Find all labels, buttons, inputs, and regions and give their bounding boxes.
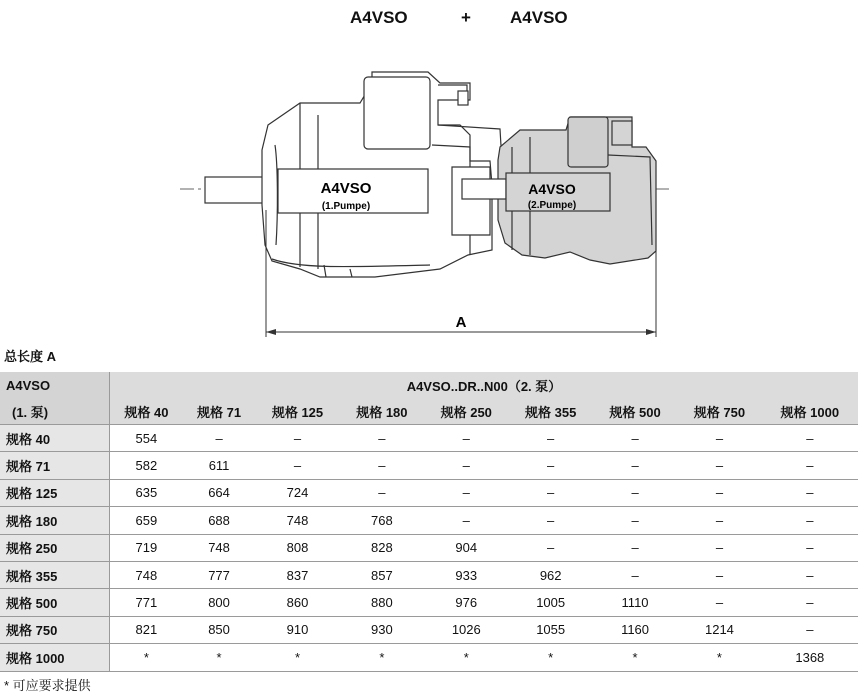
table-cell: 748 — [110, 561, 183, 588]
row-header: 规格 40 — [0, 425, 110, 452]
footnote: * 可应要求提供 — [4, 678, 91, 693]
table-cell: – — [762, 589, 858, 616]
pump-1-label: A4VSO — [320, 180, 372, 197]
table-cell: 808 — [255, 534, 339, 561]
dimension-label: A — [455, 314, 467, 331]
table-caption: 总长度 A — [4, 349, 57, 364]
table-cell: * — [183, 644, 255, 671]
table-cell: 850 — [183, 616, 255, 643]
table-cell: – — [677, 534, 761, 561]
table-cell: * — [593, 644, 677, 671]
table-cell: 828 — [340, 534, 424, 561]
table-cell: 719 — [110, 534, 183, 561]
heading-left: A4VSO — [350, 8, 408, 27]
table-cell: – — [424, 479, 508, 506]
table-row — [0, 616, 858, 643]
table-cell: 837 — [255, 561, 339, 588]
table-cell: 771 — [110, 589, 183, 616]
table-header-row-1 — [0, 372, 858, 398]
pump-2-label: A4VSO — [528, 181, 576, 197]
column-header: 规格 180 — [340, 398, 424, 425]
table-cell: * — [340, 644, 424, 671]
table-cell: – — [255, 425, 339, 452]
coupling — [462, 179, 506, 199]
column-header: 规格 355 — [508, 398, 592, 425]
table-cell: 962 — [508, 561, 592, 588]
row-header: 规格 71 — [0, 452, 110, 479]
drive-shaft — [205, 177, 267, 203]
table-cell: – — [762, 452, 858, 479]
column-header: 规格 250 — [424, 398, 508, 425]
table-cell: – — [762, 507, 858, 534]
table-cell: – — [340, 425, 424, 452]
table-cell: 664 — [183, 479, 255, 506]
heading-plus: + — [461, 8, 471, 27]
table-cell: 635 — [110, 479, 183, 506]
pump-2-sublabel: (2.Pumpe) — [527, 200, 577, 211]
table-cell: 659 — [110, 507, 183, 534]
corner-header-line1: A4VSO — [0, 372, 110, 398]
table-body — [0, 425, 858, 672]
table-cell: 611 — [183, 452, 255, 479]
table-cell: 748 — [255, 507, 339, 534]
table-cell: – — [593, 507, 677, 534]
column-header: 规格 71 — [183, 398, 255, 425]
column-header: 规格 40 — [110, 398, 183, 425]
tandem-pump-drawing — [0, 55, 858, 340]
corner-header-line2: (1. 泵) — [0, 398, 110, 425]
table-cell: – — [340, 452, 424, 479]
length-table — [0, 372, 858, 672]
row-header: 规格 500 — [0, 589, 110, 616]
table-cell: 800 — [183, 589, 255, 616]
table-cell: 821 — [110, 616, 183, 643]
table-cell: – — [593, 452, 677, 479]
table-cell: – — [762, 561, 858, 588]
table-cell: – — [424, 452, 508, 479]
row-header: 规格 1000 — [0, 644, 110, 671]
table-cell: – — [677, 561, 761, 588]
table-cell: – — [508, 534, 592, 561]
table-cell: 930 — [340, 616, 424, 643]
group-header: A4VSO..DR..N00（2. 泵） — [110, 372, 858, 398]
table-cell: 777 — [183, 561, 255, 588]
table-cell: 976 — [424, 589, 508, 616]
table-cell: 748 — [183, 534, 255, 561]
table-cell: – — [762, 479, 858, 506]
dimension-arrow-left — [266, 329, 276, 335]
dimension-arrow-right — [646, 329, 656, 335]
table-header-row-2 — [0, 398, 858, 425]
column-header: 规格 1000 — [762, 398, 858, 425]
table-cell: 1110 — [593, 589, 677, 616]
table-cell: – — [677, 452, 761, 479]
table-cell: – — [762, 425, 858, 452]
table-cell: 1005 — [508, 589, 592, 616]
table-cell: – — [677, 589, 761, 616]
table-cell: – — [593, 561, 677, 588]
row-header: 规格 250 — [0, 534, 110, 561]
table-cell: – — [762, 534, 858, 561]
column-header: 规格 500 — [593, 398, 677, 425]
table-cell: – — [677, 479, 761, 506]
table-row — [0, 589, 858, 616]
table-cell: * — [424, 644, 508, 671]
table-cell: – — [593, 479, 677, 506]
table-cell: 724 — [255, 479, 339, 506]
table-cell: 857 — [340, 561, 424, 588]
table-cell: – — [762, 616, 858, 643]
table-cell: – — [508, 479, 592, 506]
table-cell: – — [424, 507, 508, 534]
table-cell: – — [508, 452, 592, 479]
table-cell: – — [508, 507, 592, 534]
table-row — [0, 507, 858, 534]
row-header: 规格 355 — [0, 561, 110, 588]
table-cell: 688 — [183, 507, 255, 534]
table-cell: 860 — [255, 589, 339, 616]
table-cell: – — [593, 534, 677, 561]
table-row — [0, 479, 858, 506]
table-cell: – — [677, 507, 761, 534]
table-row — [0, 534, 858, 561]
heading-right: A4VSO — [510, 8, 568, 27]
table-cell: 582 — [110, 452, 183, 479]
table-cell: 554 — [110, 425, 183, 452]
table-cell: – — [677, 425, 761, 452]
table-cell: 1055 — [508, 616, 592, 643]
table-row — [0, 561, 858, 588]
table-cell: * — [110, 644, 183, 671]
column-header: 规格 125 — [255, 398, 339, 425]
table-cell: 904 — [424, 534, 508, 561]
table-cell: 880 — [340, 589, 424, 616]
table-cell: – — [593, 425, 677, 452]
table-row — [0, 452, 858, 479]
table-cell: * — [255, 644, 339, 671]
table-cell: 1368 — [762, 644, 858, 671]
page-heading — [0, 6, 858, 32]
row-header: 规格 125 — [0, 479, 110, 506]
table-row — [0, 644, 858, 671]
table-cell: 1026 — [424, 616, 508, 643]
pump-1-sublabel: (1.Pumpe) — [321, 201, 371, 212]
table-cell: 1160 — [593, 616, 677, 643]
row-header: 规格 750 — [0, 616, 110, 643]
table-cell: 768 — [340, 507, 424, 534]
table-cell: 910 — [255, 616, 339, 643]
table-cell: – — [183, 425, 255, 452]
table-cell: – — [508, 425, 592, 452]
table-cell: 1214 — [677, 616, 761, 643]
table-cell: * — [677, 644, 761, 671]
table-cell: – — [255, 452, 339, 479]
table-cell: 933 — [424, 561, 508, 588]
table-cell: * — [508, 644, 592, 671]
table-cell: – — [340, 479, 424, 506]
column-header: 规格 750 — [677, 398, 761, 425]
table-row — [0, 425, 858, 452]
row-header: 规格 180 — [0, 507, 110, 534]
table-cell: – — [424, 425, 508, 452]
